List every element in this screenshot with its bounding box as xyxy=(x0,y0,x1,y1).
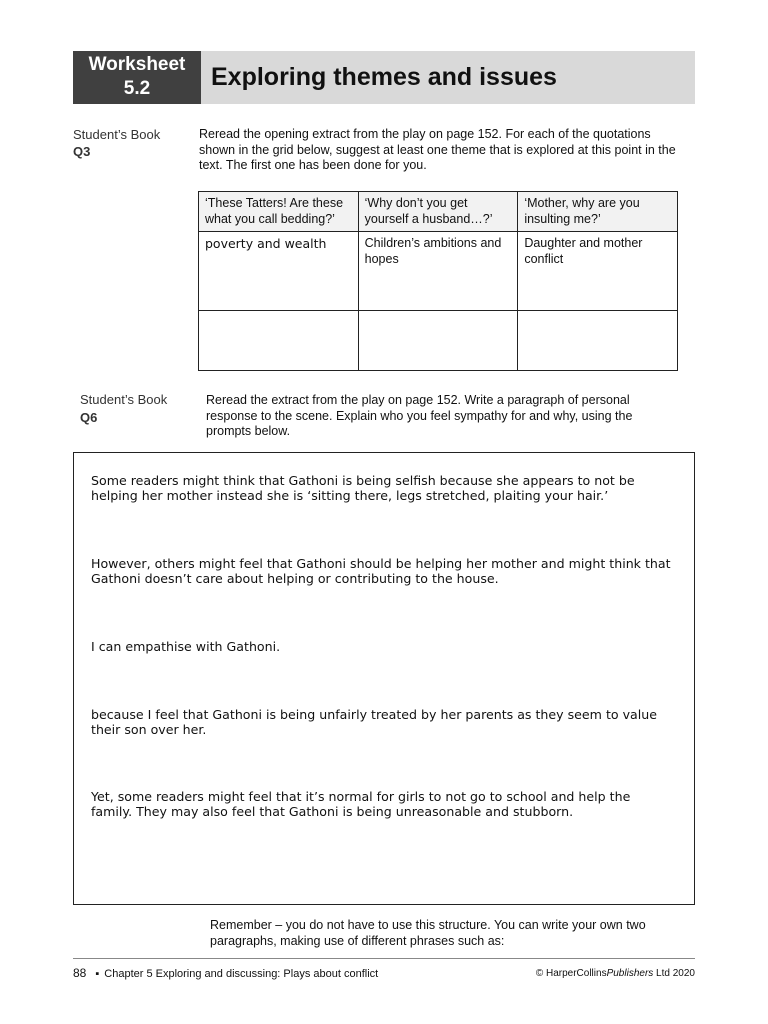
bullet-icon: ▪ xyxy=(95,968,100,980)
quote-cell-1: ‘These Tatters! Are these what you call bedding?’ xyxy=(199,192,359,232)
q3-question-number: Q3 xyxy=(73,144,91,159)
themes-grid xyxy=(198,191,678,371)
worksheet-number: 5.2 xyxy=(123,78,151,99)
remember-note: Remember – you do not have to use this structure. You can write your own two paragraphs, making use of different phrases such as: xyxy=(210,918,646,948)
q6-question-number: Q6 xyxy=(80,410,98,425)
chapter-title: Chapter 5 Exploring and discussing: Plays about conflict xyxy=(104,968,379,980)
copyright-publishers: Publishers xyxy=(606,968,654,979)
grid-empty-row xyxy=(199,311,678,371)
response-paragraph-4: because I feel that Gathoni is being unfairly treated by her parents as they seem to value their son over her. xyxy=(91,707,657,737)
response-paragraph-1: Some readers might think that Gathoni is being selfish because she appears to not be helping her mother instead she is ‘sitting there, legs stretched, plaiting your hair.’ xyxy=(91,473,635,503)
page-number: 88 xyxy=(73,966,87,980)
response-paragraph-2: However, others might feel that Gathoni should be helping her mother and might think that Gathoni doesn’t care about helping or contributing to the house. xyxy=(91,556,671,586)
empty-cell-2[interactable] xyxy=(358,311,518,371)
copyright xyxy=(536,968,695,979)
quote-cell-3: ‘Mother, why are you insulting me?’ xyxy=(518,192,678,232)
grid-answer-row xyxy=(199,232,678,311)
response-paragraph-3: I can empathise with Gathoni. xyxy=(91,639,281,654)
theme-cell-2[interactable]: Children’s ambitions and hopes xyxy=(358,232,518,311)
footer-chapter-line xyxy=(73,966,378,980)
q3-book-label: Student’s Book xyxy=(73,127,161,142)
copyright-prefix: © HarperCollins xyxy=(535,968,607,979)
footer-rule xyxy=(73,958,695,959)
grid-header-row xyxy=(199,192,678,232)
response-paragraph-5: Yet, some readers might feel that it’s normal for girls to not go to school and help the family. They may also feel that Gathoni is being unreasonable and stubborn. xyxy=(91,789,631,819)
worksheet-badge xyxy=(73,51,201,104)
copyright-suffix: Ltd 2020 xyxy=(653,968,695,979)
q6-book-label: Student’s Book xyxy=(80,392,168,407)
response-box[interactable] xyxy=(73,452,695,905)
q6-instructions: Reread the extract from the play on page 152. Write a paragraph of personal response to the scene. Explain who you feel sympathy for and why, using the prompts below. xyxy=(206,393,633,438)
q3-instructions: Reread the opening extract from the play on page 152. For each of the quotations shown in the grid below, suggest at least one theme that is explored at this point in the text. The first one has been done for you. xyxy=(199,127,676,172)
empty-cell-1[interactable] xyxy=(199,311,359,371)
quote-cell-2: ‘Why don’t you get yourself a husband…?’ xyxy=(358,192,518,232)
worksheet-label: Worksheet xyxy=(88,54,186,75)
theme-cell-1[interactable]: poverty and wealth xyxy=(199,232,359,311)
empty-cell-3[interactable] xyxy=(518,311,678,371)
theme-cell-3[interactable]: Daughter and mother conflict xyxy=(518,232,678,311)
page-title: Exploring themes and issues xyxy=(211,63,557,91)
